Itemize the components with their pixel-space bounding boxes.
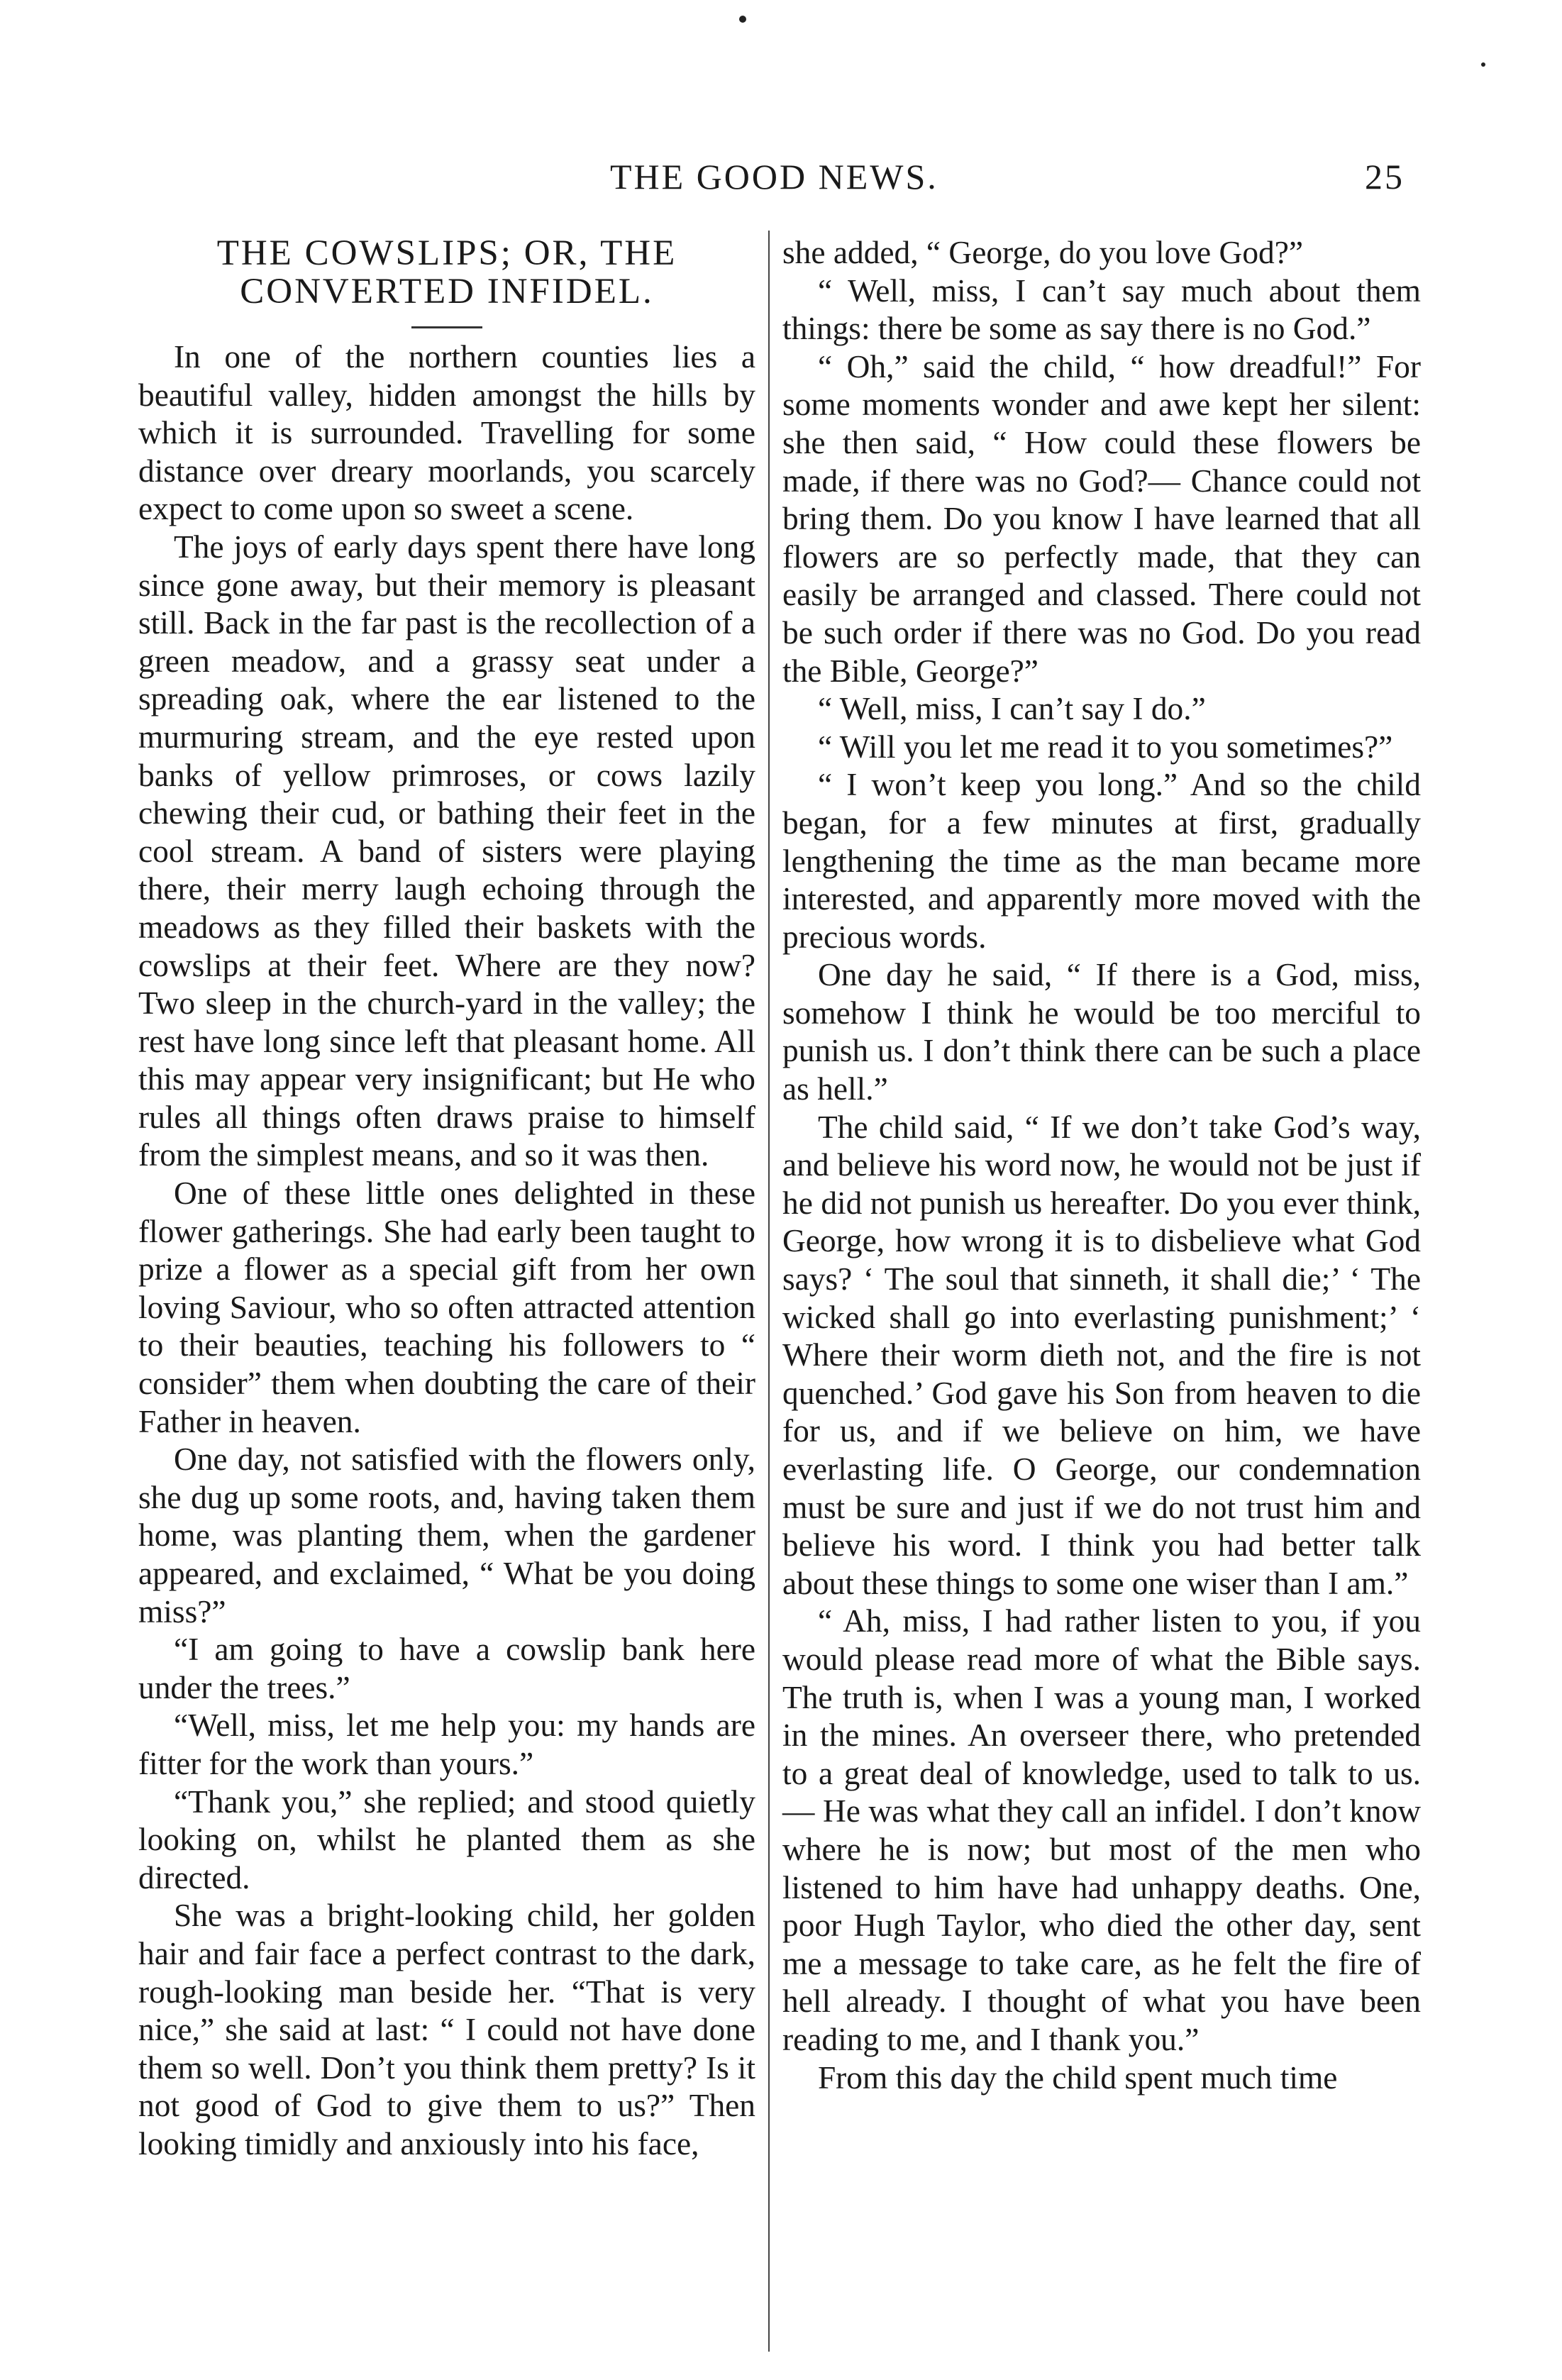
paragraph: One day he said, “ If there is a God, miss, somehow I think he would be too merciful to punish us. I don’t think there can be such a place as hell.” (782, 957, 1421, 1107)
article-title: THE COWSLIPS; OR, THE CONVERTED INFIDEL. (216, 233, 677, 311)
paragraph: “I am going to have a cowslip bank here under the trees.” (138, 1632, 755, 1705)
paragraph: “ Ah, miss, I had rather listen to you, if you would please read more of what the Bible says. The truth is, when I was a young man, I worked in the mines. An overseer there, who pretended to a great deal of knowledge, used to talk to us.— He was what they call an infidel. I don’t know where he is now; but most of the men who listened to him have had unhappy deaths. One, poor Hugh Taylor, who died the other day, sent me a message to take care, as he felt the fire of hell already. I thought of what you have been reading to me, and I thank you.” (782, 1603, 1421, 2057)
paragraph: “ Oh,” said the child, “ how dreadful!” For some moments wonder and awe kept her silent: she then said, “ How could these flowers be made, if there was no God?— Chance could not bring them. Do you know I have learned that all flowers are so perfectly made, that they can easily be arranged and classed. There could not be such order if there was no God. Do you read the Bible, George?” (782, 348, 1421, 689)
paragraph: The child said, “ If we don’t take God’s way, and believe his word now, he would not be just if he did not punish us hereafter. Do you ever think, George, how wrong it is to disbelieve what God says? ‘ The soul that sinneth, it shall die;’ ‘ The wicked shall go into everlasting punishment;’ ‘ Where their worm dieth not, and the fire is not quenched.’ God gave his Son from heaven to die for us, and if we believe on him, we have everlasting life. O George, our condemnation must be sure and just if we do not trust him and believe his word. I think you had better talk about these things to some one wiser than I am.” (782, 1109, 1421, 1601)
running-title: THE GOOD NEWS. (610, 157, 938, 197)
title-rule (411, 326, 482, 328)
paragraph: In one of the northern counties lies a beautiful valley, hidden amongst the hills by which it is surrounded. Travelling for some distance over dreary moorlands, you scarcely expect to come upon so sweet a scene. (138, 339, 755, 527)
paragraph: One day, not satisfied with the flowers only, she dug up some roots, and, having taken them home, was planting them, when the gardener appeared, and exclaimed, “ What be you doing miss?” (138, 1441, 755, 1629)
paragraph: “ Will you let me read it to you sometimes?” (817, 729, 1393, 765)
column-divider (768, 231, 770, 2352)
paragraph: She was a bright-looking child, her golden hair and fair face a perfect contrast to the dark, rough-looking man beside her. “That is very nice,” she said at last: “ I could not have done them so well. Don’t you think them pretty? Is it not good of God to give them to us?” Then looking timidly and anxiously into his face, (138, 1898, 755, 2162)
right-column (782, 234, 1421, 2097)
paragraph: “ I won’t keep you long.” And so the child began, for a few minutes at first, gradually lengthening the time as the man became more interested, and apparently more moved with the precious words. (782, 767, 1421, 955)
paragraph: The joys of early days spent there have long since gone away, but their memory is pleasant still. Back in the far past is the recollection of a green meadow, and a grassy seat under a spreading oak, where the ear listened to the murmuring stream, and the eye rested upon banks of yellow primroses, or cows lazily chewing their cud, or bathing their feet in the cool stream. A band of sisters were playing there, their merry laugh echoing through the meadows as they filled their baskets with the cowslips at their feet. Where are they now? Two sleep in the church-yard in the valley; the rest have long since left that pleasant home. All this may appear very insignificant; but He who rules all things often draws praise to himself from the simplest means, and so it was then. (138, 528, 755, 1173)
ink-speck (739, 16, 746, 23)
paragraph: “ Well, miss, I can’t say I do.” (817, 691, 1206, 727)
paragraph-continuation: she added, “ George, do you love God?” (782, 235, 1304, 270)
paragraph: “ Well, miss, I can’t say much about them things: there be some as say there is no God.” (782, 272, 1421, 347)
paragraph: “Well, miss, let me help you: my hands are fitter for the work than yours.” (138, 1707, 755, 1781)
paragraph: “Thank you,” she replied; and stood quietly looking on, whilst he planted them as she directed. (138, 1783, 755, 1895)
page-number: 25 (1365, 157, 1405, 197)
left-column (138, 234, 755, 2164)
page-header (610, 156, 1405, 206)
paragraph: One of these little ones delighted in these flower gatherings. She had early been taught to prize a flower as a special gift from her own loving Saviour, who so often attracted attention to their beauties, teaching his followers to “ consider” them when doubting the care of their Father in heaven. (138, 1175, 755, 1439)
ink-speck (1481, 62, 1485, 67)
paragraph: From this day the child spent much time (817, 2059, 1338, 2096)
